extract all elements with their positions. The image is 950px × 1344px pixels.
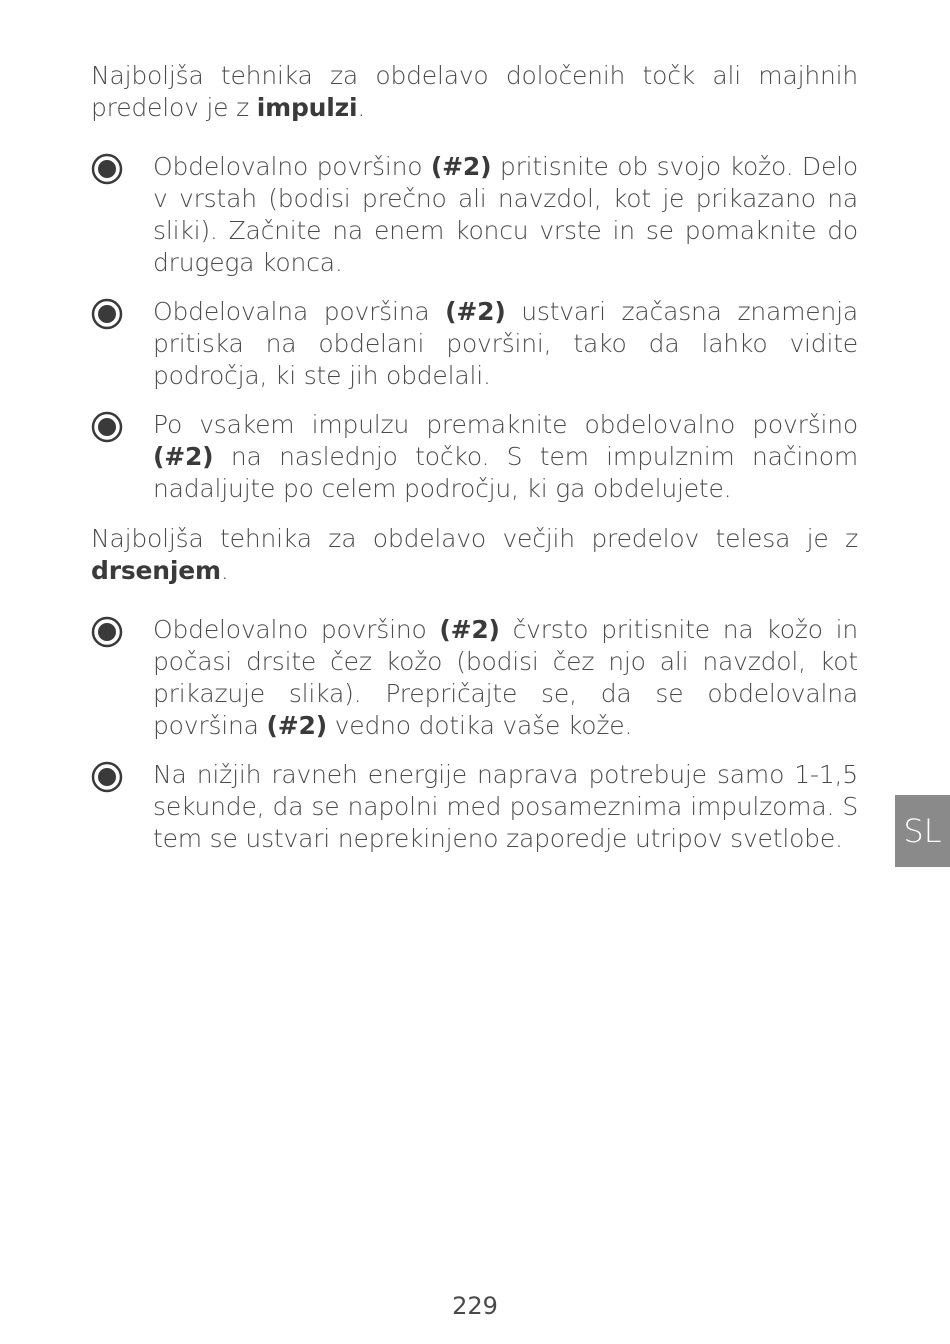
- page-number: 229: [452, 1292, 498, 1320]
- bullet-item: [91, 759, 858, 855]
- radio-bullet-icon: [91, 761, 123, 793]
- bullet-text-part: vedno dotika vaše kože.: [326, 711, 633, 740]
- bullet-item: [91, 409, 858, 505]
- intro-text-end: .: [357, 93, 366, 122]
- radio-bullet-icon: [91, 411, 123, 443]
- intro-paragraph-pulses: [91, 60, 858, 124]
- bullet-bold-ref: (#2): [445, 297, 506, 326]
- bullet-text-part: Obdelovalna površina: [153, 297, 446, 326]
- bullet-text-part: Na nižjih ravneh energije naprava potrebuje samo 1-1,5 sekunde, da se napolni med posameznima impulzoma. S tem se ustvari neprekinjeno zaporedje utripov svetlobe.: [153, 760, 858, 853]
- intro-paragraph-gliding: [91, 523, 858, 587]
- bullet-bold-ref: (#2): [266, 711, 327, 740]
- bullet-text-part: Po vsakem impulzu premaknite obdelovalno površino: [153, 410, 858, 439]
- bullet-item: [91, 151, 858, 279]
- intro-text: Najboljša tehnika za obdelavo določenih točk ali majhnih predelov je z: [91, 61, 858, 122]
- bullet-bold-ref: (#2): [439, 615, 500, 644]
- page-content: [91, 60, 858, 872]
- bullet-text: [153, 759, 858, 855]
- intro-bold-term: drsenjem: [91, 556, 221, 585]
- bullet-text-part: čvrsto pritisnite na kožo in počasi drsite čez kožo (bodisi čez njo ali navzdol, kot prikazuje slika). Prepričajte se, da se obdelovalna površina: [153, 615, 858, 740]
- intro-text-end: .: [220, 556, 229, 585]
- bullet-item: [91, 296, 858, 392]
- language-tab: SL: [895, 795, 950, 867]
- bullet-text: [153, 614, 858, 742]
- bullet-text: [153, 151, 858, 279]
- bullet-text-part: ustvari začasna znamenja pritiska na obdelani površini, tako da lahko vidite področja, ki ste jih obdelali.: [153, 297, 858, 390]
- bullet-text-part: pritisnite ob svojo kožo. Delo v vrstah (bodisi prečno ali navzdol, kot je prikazano na sliki). Začnite na enem koncu vrste in se pomaknite do drugega konca.: [153, 152, 858, 277]
- bullet-text-part: Obdelovalno površino: [153, 152, 431, 181]
- bullet-text: [153, 296, 858, 392]
- bullet-text-part: Obdelovalno površino: [153, 615, 440, 644]
- radio-bullet-icon: [91, 153, 123, 185]
- intro-text: Najboljša tehnika za obdelavo večjih predelov telesa je z: [91, 524, 858, 553]
- bullet-item: [91, 614, 858, 742]
- intro-bold-term: impulzi: [256, 93, 358, 122]
- bullet-text: [153, 409, 858, 505]
- radio-bullet-icon: [91, 298, 123, 330]
- bullet-bold-ref: (#2): [153, 442, 214, 471]
- radio-bullet-icon: [91, 616, 123, 648]
- bullet-bold-ref: (#2): [430, 152, 492, 181]
- bullet-text-part: na naslednjo točko. S tem impulznim načinom nadaljujte po celem področju, ki ga obdelujete.: [153, 442, 858, 503]
